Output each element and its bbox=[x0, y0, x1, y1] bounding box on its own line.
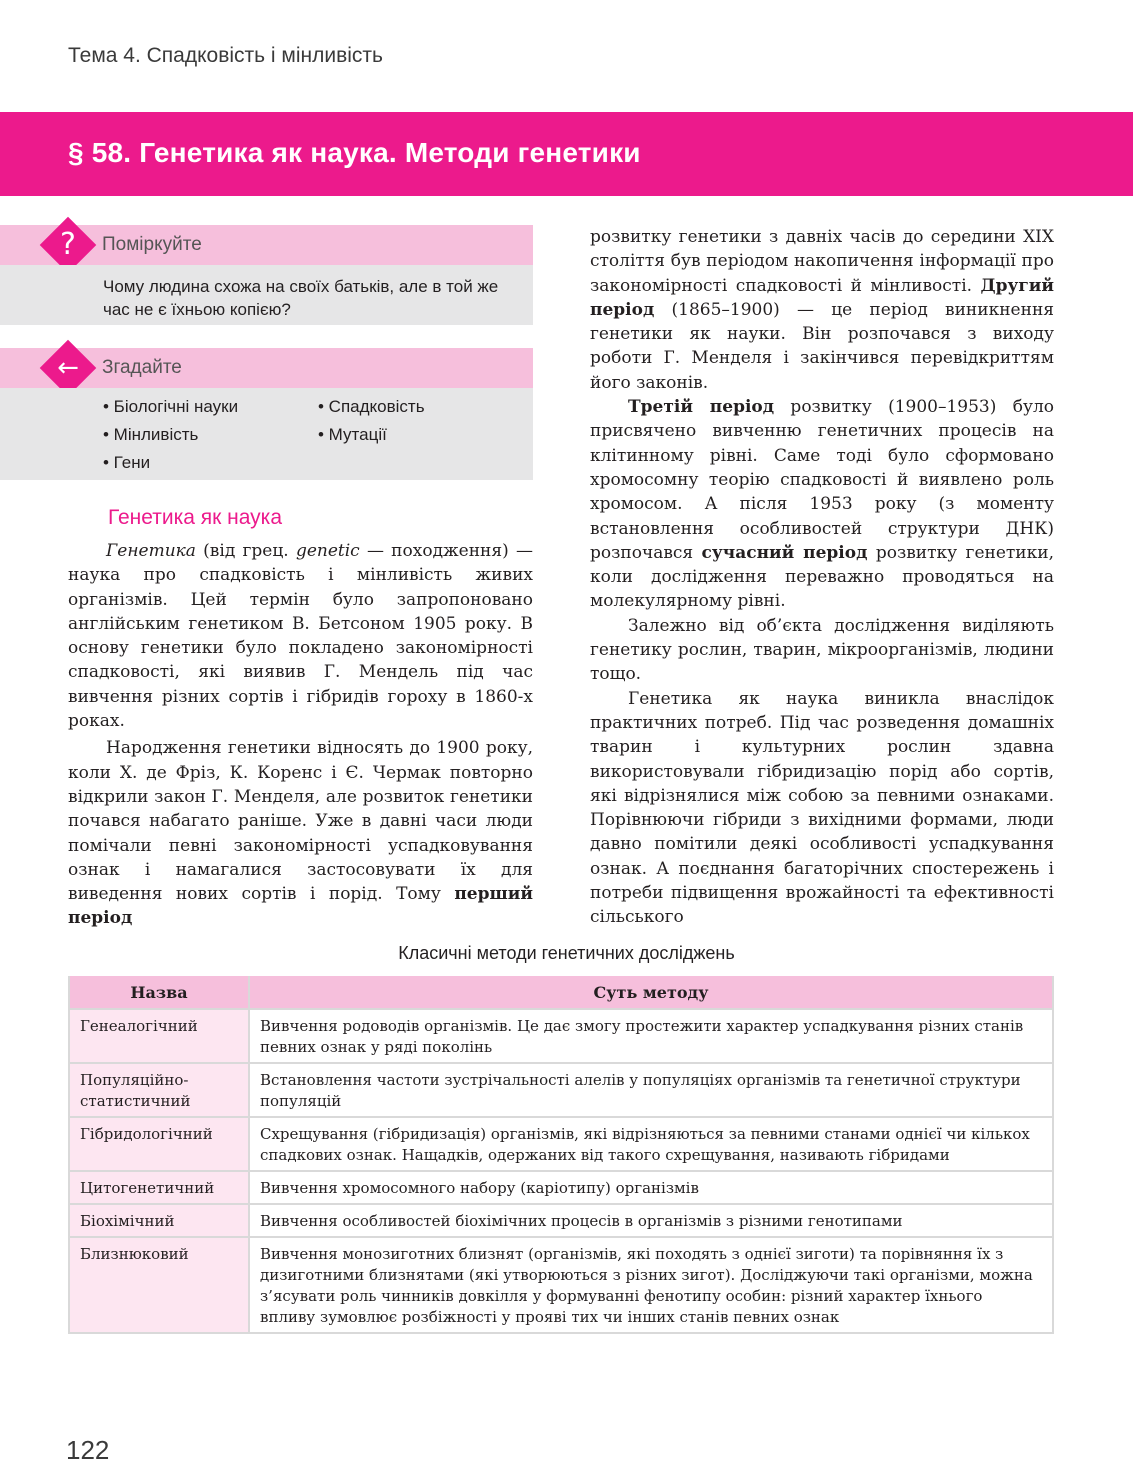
method-description: Схрещування (гібридизація) організмів, які відрізняються за певними станами однієї чи кількох спадкових ознак. Нащадків, одержаних від такого схрещування, називають гібридами bbox=[249, 1117, 1053, 1171]
right-paragraph-2: Третій період розвитку (1900–1953) було присвячено вивченню генетичних процесів на клітинному рівні. Саме тоді було сформовано хромосомну теорію спадковості й виявлено роль хромосом. А після 1953 року (з моменту встановлення особливостей структури ДНК) розпочався сучасний період розвитку генетики, коли дослідження переважно проводяться на молекулярному рівні. bbox=[590, 397, 1054, 612]
page-number: 122 bbox=[66, 1435, 110, 1465]
method-name: Цитогенетичний bbox=[69, 1171, 249, 1204]
column-header: Назва bbox=[69, 976, 249, 1009]
recall-item: • Гени bbox=[103, 453, 151, 472]
page-title: § 58. Генетика як наука. Методи генетики bbox=[68, 137, 641, 168]
method-name: Генеалогічний bbox=[69, 1009, 249, 1063]
method-name: Близнюковий bbox=[69, 1237, 249, 1333]
think-label: Поміркуйте bbox=[102, 234, 202, 255]
method-description: Вивчення монозиготних близнят (організмів, які походять з однієї зиготи) та порівняння їх з дизиготними близнятами (які утворюються з різних зигот). Досліджуючи такі організми, можна з’ясувати роль чинників довкілля у формуванні фенотипу особин: різний характер їхнього впливу зумовлює розбіжності у прояві тих чи інших станів певних ознак bbox=[249, 1237, 1053, 1333]
table-row bbox=[69, 1204, 1053, 1237]
recall-item: • Спадковість bbox=[318, 397, 425, 416]
think-text: Чому людина схожа на своїх батьків, але в той же час не є їхньою копією? bbox=[103, 277, 499, 319]
running-head: Тема 4. Спадковість і мінливість bbox=[68, 44, 383, 67]
method-description: Встановлення частоти зустрічальності алелів у популяціях організмів та генетичної структури популяцій bbox=[249, 1063, 1053, 1117]
method-name: Гібридологічний bbox=[69, 1117, 249, 1171]
recall-item: • Мінливість bbox=[103, 425, 199, 444]
recall-item: • Біологічні науки bbox=[103, 397, 239, 416]
left-column bbox=[68, 539, 533, 931]
method-description: Вивчення особливостей біохімічних процесів в організмів з різними генотипами bbox=[249, 1204, 1053, 1237]
left-paragraph-1: Генетика (від грец. genetic — походження) — наука про спадковість і мінливість живих організмів. Цей термін було запропоновано англійським генетиком В. Бетсоном 1905 року. В основу генетики було покладено закономірності спадковості, які виявив Г. Мендель під час вивчення різних сортів і гібридів гороху в 1860-х роках. bbox=[68, 541, 533, 732]
think-box-body bbox=[0, 265, 533, 325]
method-name: Популяційно-статистичний bbox=[69, 1063, 249, 1117]
right-column bbox=[590, 225, 1054, 930]
methods-table bbox=[68, 976, 1054, 1334]
question-icon: ? bbox=[60, 227, 76, 262]
right-paragraph-1: розвитку генетики з давніх часів до середини XIX століття був періодом накопичення інформації про закономірності спадковості й мінливості. Другий період (1865–1900) — це період виникнення генетики як науки. Він розпочався з виходу роботи Г. Менделя і закінчився перевідкриттям його законів. bbox=[590, 227, 1054, 393]
method-description: Вивчення родоводів організмів. Це дає змогу простежити характер успадкування різних станів певних ознак у ряді поколінь bbox=[249, 1009, 1053, 1063]
table-row bbox=[69, 1171, 1053, 1204]
right-paragraph-4: Генетика як наука виникла внаслідок практичних потреб. Під час розведення домашніх тварин і культурних рослин здавна використовували гібридизацію порід або сортів, які відрізнялися між собою за певними ознаками. Порівнюючи гібриди з вихідними формами, люди давно помітили деякі особливості успадкування ознак. А поєднання багаторічних спостережень і потреби підвищення врожайності та ефективності сільського bbox=[590, 688, 1054, 928]
table-row bbox=[69, 1063, 1053, 1117]
title-band bbox=[0, 112, 1133, 196]
recall-item: • Мутації bbox=[318, 425, 387, 444]
arrow-left-icon: ← bbox=[57, 353, 79, 383]
recall-label: Згадайте bbox=[102, 357, 182, 378]
method-name: Біохімічний bbox=[69, 1204, 249, 1237]
section-heading: Генетика як наука bbox=[108, 506, 282, 529]
left-paragraph-2: Народження генетики відносять до 1900 року, коли Х. де Фріз, К. Коренс і Є. Чермак повторно відкрили закон Г. Менделя, але розвиток генетики почався набагато раніше. Уже в давні часи люди помічали певні закономірності успадковування ознак і намагалися застосовувати їх для виведення нових сортів і порід. Тому перший період bbox=[68, 738, 533, 929]
recall-box-body bbox=[0, 388, 533, 480]
method-description: Вивчення хромосомного набору (каріотипу) організмів bbox=[249, 1171, 1053, 1204]
right-paragraph-3: Залежно від об’єкта дослідження виділяють генетику рослин, тварин, мікроорганізмів, людини тощо. bbox=[590, 615, 1054, 685]
table-header-row bbox=[69, 976, 1053, 1009]
table-row bbox=[69, 1009, 1053, 1063]
table-row bbox=[69, 1237, 1053, 1333]
table-row bbox=[69, 1117, 1053, 1171]
table-caption: Класичні методи генетичних досліджень bbox=[398, 943, 735, 963]
column-header: Суть методу bbox=[249, 976, 1053, 1009]
